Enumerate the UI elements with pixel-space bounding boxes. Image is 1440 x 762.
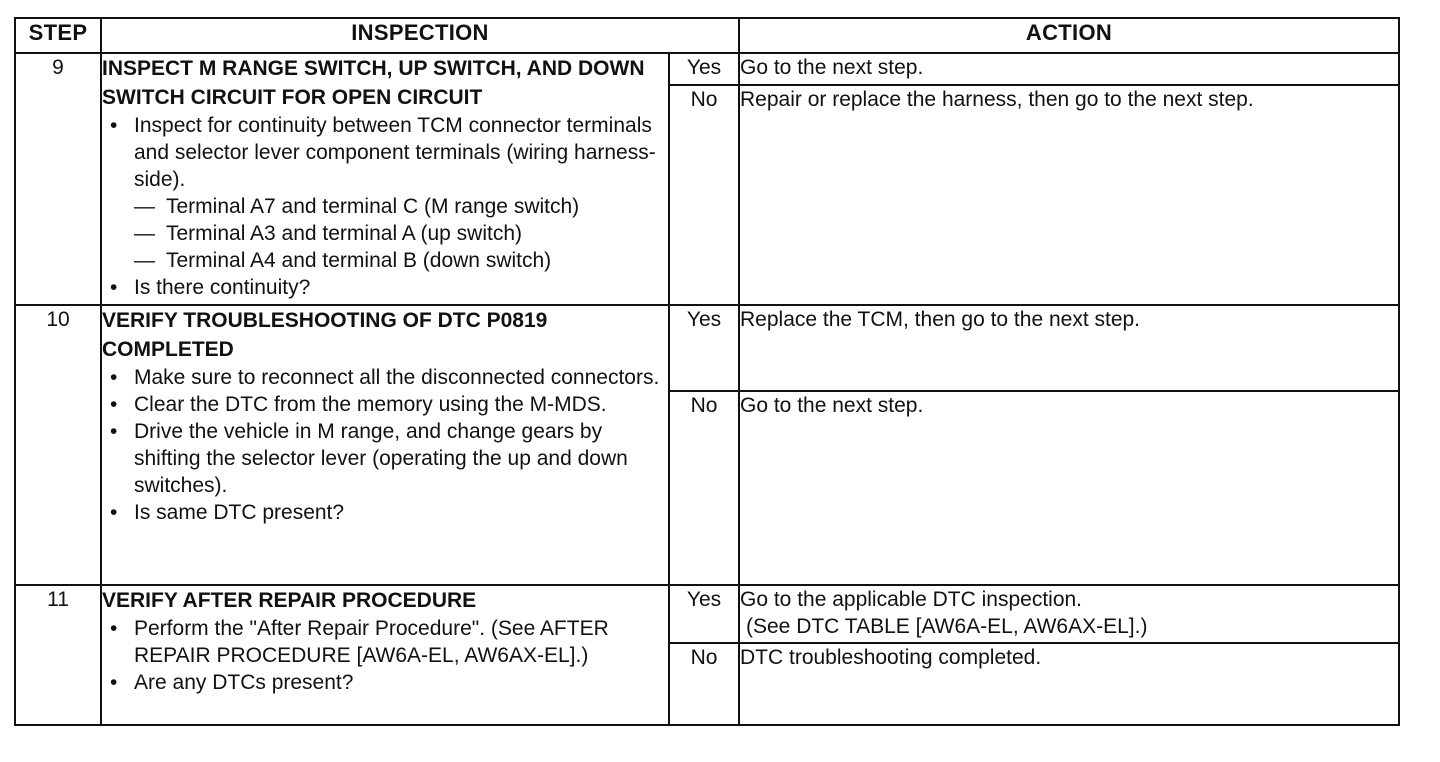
table-header-row <box>15 18 1399 53</box>
sub-item: — Terminal A4 and terminal B (down switch) <box>134 247 668 274</box>
inspection-bullets <box>102 112 668 301</box>
inspection-title: INSPECT M RANGE SWITCH, UP SWITCH, AND DOWN SWITCH CIRCUIT FOR OPEN CIRCUIT <box>102 57 645 109</box>
bullet-text: Inspect for continuity between TCM connector terminals and selector lever component terminals (wiring harness-side). <box>134 114 656 191</box>
step-number: 10 <box>15 305 101 585</box>
bullet-item: • Drive the vehicle in M range, and change gears by shifting the selector lever (operating the up and down switches). <box>108 418 668 499</box>
inspection-bullets <box>102 615 668 696</box>
inspection-cell <box>101 585 669 725</box>
no-action: DTC troubleshooting completed. <box>739 643 1399 725</box>
step-number: 9 <box>15 53 101 305</box>
header-inspection: INSPECTION <box>101 18 739 53</box>
table-row <box>15 585 1399 643</box>
header-step: STEP <box>15 18 101 53</box>
no-label: No <box>669 85 739 305</box>
bullet-item: • Make sure to reconnect all the disconnected connectors. <box>108 364 668 391</box>
step-number: 11 <box>15 585 101 725</box>
header-action: ACTION <box>739 18 1399 53</box>
no-action: Go to the next step. <box>739 391 1399 585</box>
bullet-item: • Is there continuity? <box>108 274 668 301</box>
bullet-item: • Are any DTCs present? <box>108 669 668 696</box>
inspection-cell <box>101 305 669 585</box>
no-label: No <box>669 391 739 585</box>
yes-label: Yes <box>669 53 739 85</box>
troubleshooting-table <box>14 17 1400 726</box>
bullet-item: • Perform the "After Repair Procedure". (See AFTER REPAIR PROCEDURE [AW6A-EL, AW6AX-EL].) <box>108 615 668 669</box>
inspection-bullets <box>102 364 668 526</box>
yes-action-line: Go to the applicable DTC inspection. <box>740 588 1083 611</box>
inspection-title: VERIFY AFTER REPAIR PROCEDURE <box>102 589 477 612</box>
yes-label: Yes <box>669 305 739 391</box>
inspection-title: VERIFY TROUBLESHOOTING OF DTC P0819 COMPLETED <box>102 309 548 361</box>
bullet-item: • Clear the DTC from the memory using the M-MDS. <box>108 391 668 418</box>
yes-label: Yes <box>669 585 739 643</box>
bullet-item <box>108 112 668 274</box>
terminal-list <box>134 193 668 274</box>
no-label: No <box>669 643 739 725</box>
yes-action <box>739 585 1399 643</box>
sub-item: — Terminal A3 and terminal A (up switch) <box>134 220 668 247</box>
bullet-item: • Is same DTC present? <box>108 499 668 526</box>
yes-action: Go to the next step. <box>739 53 1399 85</box>
no-action: Repair or replace the harness, then go to the next step. <box>739 85 1399 305</box>
sub-item: — Terminal A7 and terminal C (M range switch) <box>134 193 668 220</box>
inspection-cell <box>101 53 669 305</box>
table-row <box>15 305 1399 391</box>
yes-action-reference: (See DTC TABLE [AW6A-EL, AW6AX-EL].) <box>746 615 1148 638</box>
yes-action: Replace the TCM, then go to the next step. <box>739 305 1399 391</box>
table-row <box>15 53 1399 85</box>
